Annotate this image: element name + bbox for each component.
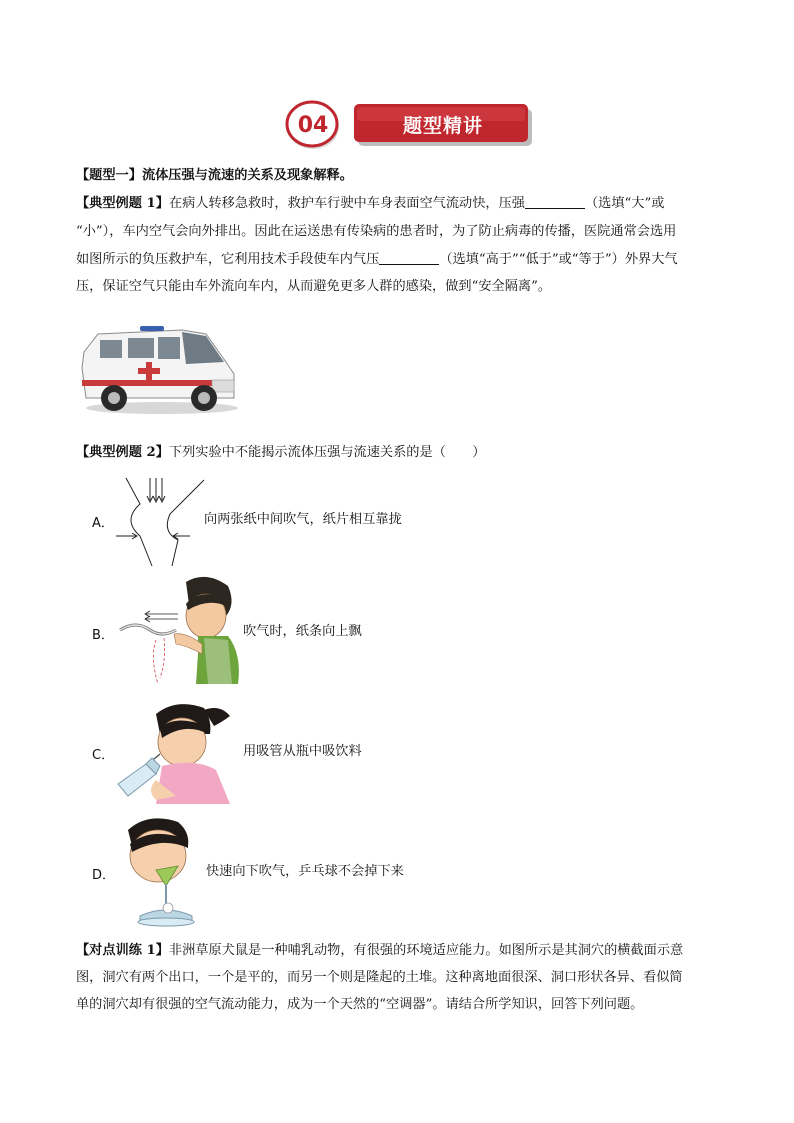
answer-blank-1[interactable]	[525, 195, 585, 209]
answer-blank-2[interactable]	[379, 251, 439, 265]
option-a-letter[interactable]: A．	[92, 516, 114, 531]
option-a-paper-figure	[112, 476, 208, 568]
question-type-tag: 【题型一】	[76, 168, 142, 183]
practice1-line3: 单的洞穴却有很强的空气流动能力，成为一个天然的“空调器”。请结合所学知识，回答下列问题。	[76, 997, 644, 1012]
example1-tag: 【典型例题 1】	[76, 196, 169, 211]
option-b-boy-blowing-figure	[116, 574, 242, 688]
example1-line3	[76, 250, 736, 270]
example1-text-d: （选填“高于”“低于”或“等于”）外界大气	[439, 252, 678, 267]
option-d-funnel-ball-figure	[118, 816, 208, 928]
option-d-text: 快速向下吹气，乒乓球不会掉下来	[206, 864, 404, 879]
example1-text-b: （选填“大”或	[584, 196, 665, 211]
example1-text-a: 在病人转移急救时，救护车行驶中车身表面空气流动快，压强	[168, 196, 525, 211]
option-d-letter[interactable]: D．	[92, 868, 116, 883]
example2-question-text: 下列实验中不能揭示流体压强与流速关系的是（ ）	[168, 445, 486, 460]
example2-question	[76, 443, 736, 463]
example1-line2: “小”），车内空气会向外排出。因此在运送患有传染病的患者时，为了防止病毒的传播，医院通常会选用	[76, 224, 677, 239]
practice1-text-1: 非洲草原犬鼠是一种哺乳动物，有很强的环境适应能力。如图所示是其洞穴的横截面示意	[168, 943, 684, 958]
example2-tag: 【典型例题 2】	[76, 445, 169, 460]
example1-text-c: 如图所示的负压救护车，它利用技术手段使车内气压	[76, 252, 380, 267]
option-b-text: 吹气时，纸条向上飘	[243, 624, 362, 639]
option-c-girl-drinking-figure	[116, 700, 246, 804]
practice1-tag: 【对点训练 1】	[76, 943, 169, 958]
practice1-line1	[76, 941, 736, 961]
question-type-text: 流体压强与流速的关系及现象解释。	[141, 168, 353, 183]
option-c-text: 用吸管从瓶中吸饮料	[243, 744, 362, 759]
example1-line1	[76, 194, 736, 214]
example1-line4: 压，保证空气只能由车外流向车内，从而避免更多人群的感染，做到“安全隔离”。	[76, 279, 552, 294]
practice1-line2: 图，洞穴有两个出口，一个是平的，而另一个则是隆起的土堆。这种离地面很深、洞口形状各异、看似简	[76, 970, 683, 985]
option-a-text: 向两张纸中间吹气，纸片相互靠拢	[204, 512, 402, 527]
option-c-letter[interactable]: C．	[92, 748, 115, 763]
ambulance-image	[78, 318, 242, 418]
section-number: 04	[297, 112, 329, 138]
section-title: 题型精讲	[402, 114, 483, 137]
question-type-heading	[76, 166, 736, 186]
option-b-letter[interactable]: B．	[92, 628, 114, 643]
